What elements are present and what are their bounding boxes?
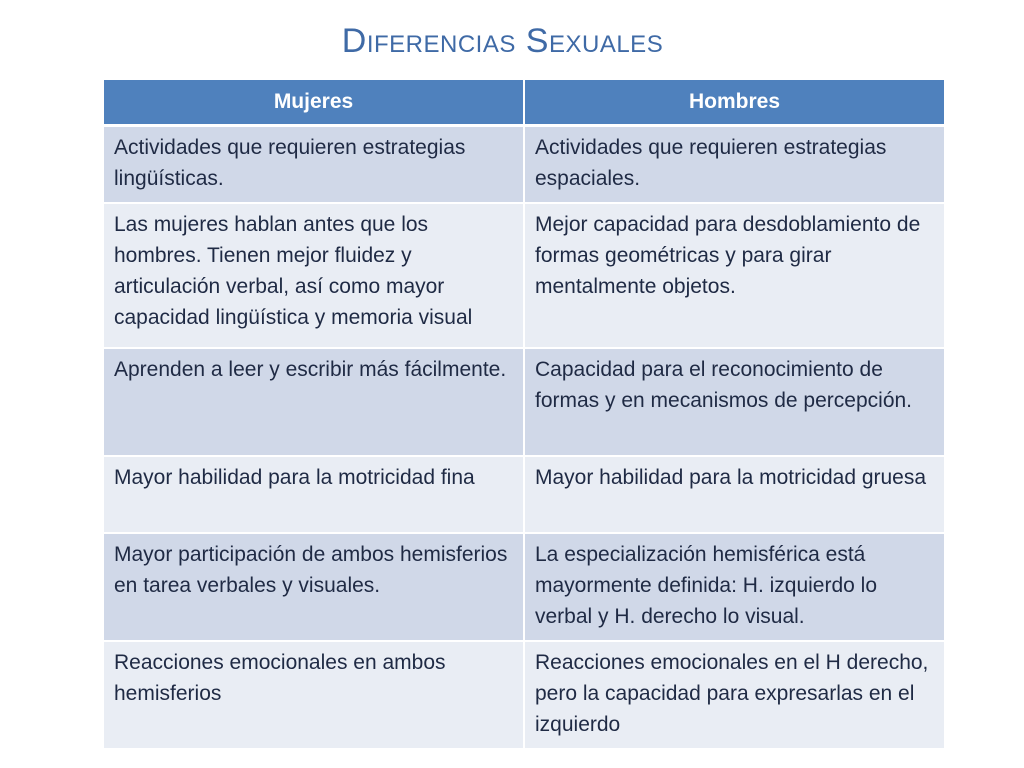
- table-row: [104, 348, 944, 456]
- table-row: [104, 203, 944, 348]
- cell-mujeres: Aprenden a leer y escribir más fácilmente.: [104, 348, 524, 456]
- slide-title: Diferencias Sexuales: [341, 22, 664, 60]
- comparison-table: [104, 80, 944, 750]
- table-row: [104, 126, 944, 204]
- cell-hombres: La especialización hemisférica está mayormente definida: H. izquierdo lo verbal y H. derecho lo visual.: [524, 533, 944, 641]
- header-mujeres: Mujeres: [104, 80, 524, 126]
- cell-mujeres: Las mujeres hablan antes que los hombres. Tienen mejor fluidez y articulación verbal, así como mayor capacidad lingüística y memoria visual: [104, 203, 524, 348]
- table-row: [104, 533, 944, 641]
- cell-hombres: Reacciones emocionales en el H derecho, pero la capacidad para expresarlas en el izquierdo: [524, 641, 944, 749]
- cell-hombres: Mejor capacidad para desdoblamiento de formas geométricas y para girar mentalmente objetos.: [524, 203, 944, 348]
- cell-hombres: Actividades que requieren estrategias espaciales.: [524, 126, 944, 204]
- cell-mujeres: Mayor participación de ambos hemisferios en tarea verbales y visuales.: [104, 533, 524, 641]
- cell-mujeres: Actividades que requieren estrategias lingüísticas.: [104, 126, 524, 204]
- table-row: [104, 641, 944, 749]
- header-hombres: Hombres: [524, 80, 944, 126]
- cell-mujeres: Mayor habilidad para la motricidad fina: [104, 456, 524, 533]
- table-row: [104, 456, 944, 533]
- cell-hombres: Capacidad para el reconocimiento de formas y en mecanismos de percepción.: [524, 348, 944, 456]
- table-header-row: [104, 80, 944, 126]
- cell-hombres: Mayor habilidad para la motricidad gruesa: [524, 456, 944, 533]
- comparison-table-container: [104, 80, 944, 750]
- cell-mujeres: Reacciones emocionales en ambos hemisferios: [104, 641, 524, 749]
